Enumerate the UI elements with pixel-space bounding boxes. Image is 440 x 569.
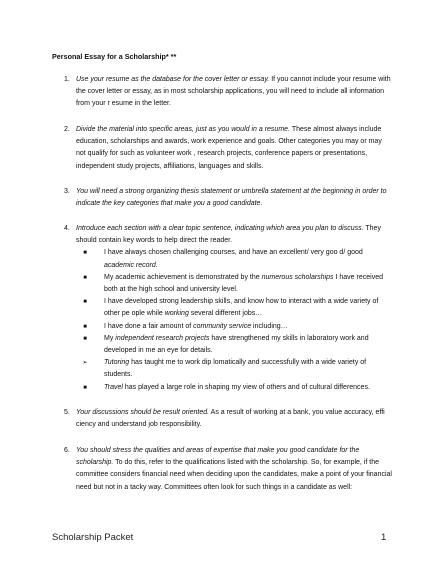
item-text: These almost always include education, scholarships and awards, work experience and goals. Other categories you may or may not qualify for such as volunteer work , research projects, conference papers or presentations, independent study projects, affiliations, languages and skills. [76,126,382,170]
bullet-emphasis: Travel [104,383,123,391]
item-text: As a result of working at a bank, you value accuracy, effi ciency and understand job responsibility. [76,409,385,429]
bullet-item [78,247,392,271]
bullet-list [64,247,392,393]
bullet-text: has taught me to work dip lomatically and successfully with a wide variety of students. [104,359,367,379]
bullet-item [78,382,392,394]
item-text: To do this, refer to the qualifications listed with the scholarship. So, for example, if the committee considers financial need when deciding upon the candidates, make a point of your financial need but not in a tacky way. Committees often look for such things in a candidate as well: [76,459,392,491]
item-number: 4. [64,225,70,232]
item-number: 2. [64,126,70,133]
list-item-3 [64,186,392,210]
item-text: If you cannot include your resume with the cover letter or essay, as in most scholarship applications, you will need to include all information from your r esume in the letter. [76,76,391,108]
square-bullet-icon: ■ [83,323,87,330]
bullet-item [78,272,392,296]
bullet-text: I have received both at the high school and university level. [104,273,383,294]
square-bullet-icon: ■ [83,299,87,306]
item-number: 5. [64,409,70,416]
bullet-emphasis: community service [193,322,252,330]
bullet-item [78,321,392,333]
bullet-emphasis: independent research projects [115,334,210,342]
item-lead: Introduce each section with a clear topic sentence, indicating which area you plan to discuss. [76,225,364,232]
bullet-item [78,296,392,320]
bullet-item [78,357,392,381]
square-bullet-icon: ■ [83,274,87,281]
list-item-6 [64,445,392,494]
bullet-emphasis: numerous scholarships [261,273,334,281]
list-item-4 [64,223,392,394]
bullet-text: have strengthened my skills in laboratory work and developed in me an eye for details. [104,334,369,355]
square-bullet-icon: ■ [83,335,87,342]
square-bullet-icon: ■ [83,250,87,257]
bullet-text: My [104,334,116,342]
item-number: 3. [64,188,70,195]
item-text: They should contain key words to help direct the reader. [76,225,381,245]
item-lead: Use your resume as the database for the cover letter or essay. [76,76,270,83]
list-item-5 [64,407,392,431]
bullet-text: . [155,261,158,269]
square-bullet-icon: ■ [83,384,87,391]
bullet-text: I have done a fair amount of [104,322,194,330]
bullet-item [78,333,392,357]
list-item-2 [64,124,392,173]
bullet-emphasis: Tutoring [104,359,130,367]
item-number: 1. [64,76,70,83]
bullet-text: including… [251,322,288,330]
footer-title: Scholarship Packet [52,532,134,543]
list-item-1 [64,74,392,111]
bullet-emphasis: working [164,310,189,318]
bullet-text: I have always chosen challenging courses, and have an excellent/ very goo d/ good [104,249,363,257]
item-lead: Divide the material into specific areas, just as you would in a resume. [76,126,290,133]
arrow-bullet-icon: ➢ [82,360,88,367]
page-title: Personal Essay for a Scholarship* ** [52,52,177,61]
page-number: 1 [381,532,387,543]
bullet-emphasis: academic record [104,261,156,269]
item-lead: You will need a strong organizing thesis statement or umbrella statement at the beginning in order to indicate the key categories that make you a good candidate. [76,188,387,208]
bullet-text: several different jobs… [188,310,263,318]
bullet-text: I have developed strong leadership skills, and know how to interact with a wide variety of other pe ople while [104,298,379,318]
bullet-text: has played a large role in shaping my view of others and of cultural differences. [122,383,370,391]
item-lead: You should stress the qualities and areas of expertise that make you good candidate for the scholarship. [76,447,360,467]
item-number: 6. [64,447,70,454]
item-lead: Your discussions should be result oriented. [76,409,210,416]
bullet-text: My academic achievement is demonstrated by the [104,273,262,281]
